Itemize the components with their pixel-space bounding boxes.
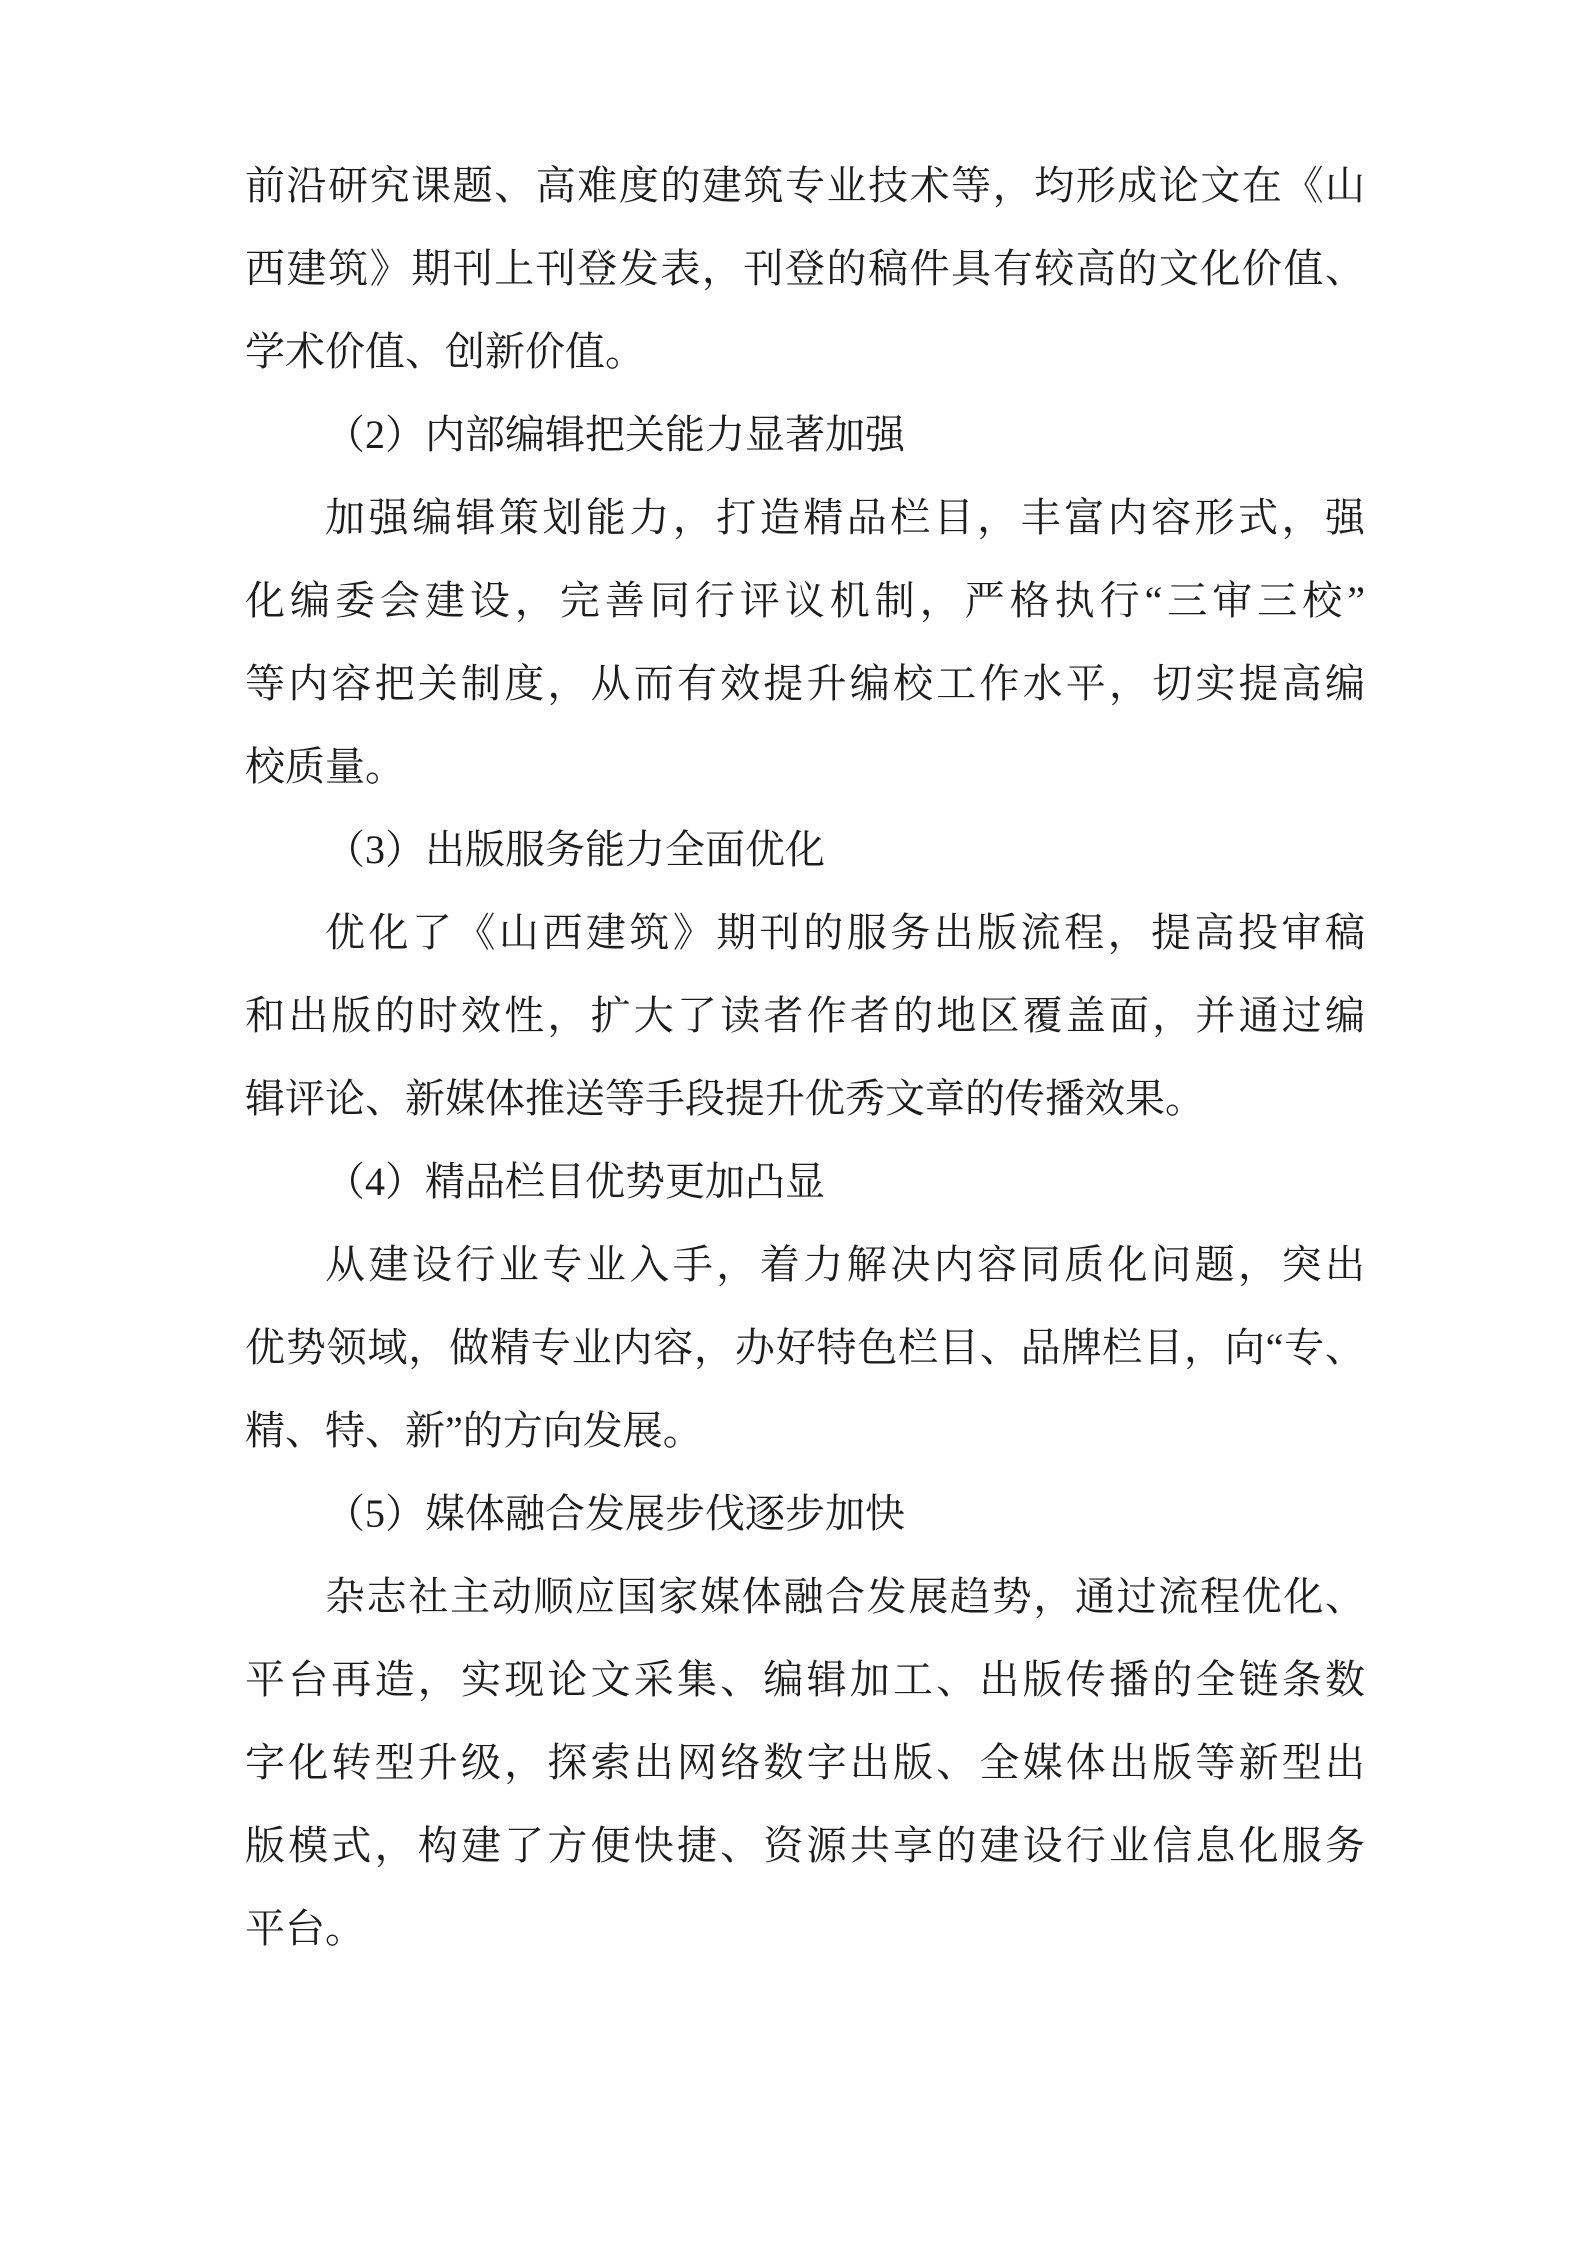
text-line: 西建筑》期刊上刊登发表，刊登的稿件具有较高的文化价值、 [245,246,1365,291]
text-line: 化编委会建设，完善同行评议机制，严格执行“三审三校” [245,578,1365,623]
text-line: 平台再造，实现论文采集、编辑加工、出版传播的全链条数 [245,1657,1365,1702]
text-line: 校质量。 [245,744,405,789]
text-line: 加强编辑策划能力，打造精品栏目，丰富内容形式，强 [325,495,1365,540]
heading-item-2 [245,393,1365,476]
paragraph-continuation [245,144,1365,393]
text-line: 版模式，构建了方便快捷、资源共享的建设行业信息化服务 [245,1823,1365,1868]
paragraph-item-3 [245,891,1365,1140]
heading-item-3 [245,808,1365,891]
text-line: 和出版的时效性，扩大了读者作者的地区覆盖面，并通过编 [245,993,1365,1038]
paragraph-item-4 [245,1223,1365,1472]
text-line: 辑评论、新媒体推送等手段提升优秀文章的传播效果。 [245,1076,1205,1121]
text-line: （3）出版服务能力全面优化 [325,827,825,872]
text-line: 等内容把关制度，从而有效提升编校工作水平，切实提高编 [245,661,1365,706]
text-line: （5）媒体融合发展步伐逐步加快 [325,1491,905,1536]
text-line: 学术价值、创新价值。 [245,329,645,374]
text-line: （2）内部编辑把关能力显著加强 [325,412,905,457]
text-line: 优势领域，做精专业内容，办好特色栏目、品牌栏目，向“专、 [245,1325,1365,1370]
text-line: 精、特、新”的方向发展。 [245,1408,703,1453]
heading-item-4 [245,1140,1365,1223]
document-text-body [245,144,1365,1970]
text-line: 平台。 [245,1906,365,1951]
text-line: 优化了《山西建筑》期刊的服务出版流程，提高投审稿 [325,910,1365,955]
text-line: 字化转型升级，探索出网络数字出版、全媒体出版等新型出 [245,1740,1365,1785]
text-line: 前沿研究课题、高难度的建筑专业技术等，均形成论文在《山 [245,163,1365,208]
paragraph-item-5 [245,1555,1365,1970]
text-line: （4）精品栏目优势更加凸显 [325,1159,825,1204]
text-line: 从建设行业专业入手，着力解决内容同质化问题，突出 [325,1242,1365,1287]
heading-item-5 [245,1472,1365,1555]
paragraph-item-2 [245,476,1365,808]
text-line: 杂志社主动顺应国家媒体融合发展趋势，通过流程优化、 [325,1574,1365,1619]
